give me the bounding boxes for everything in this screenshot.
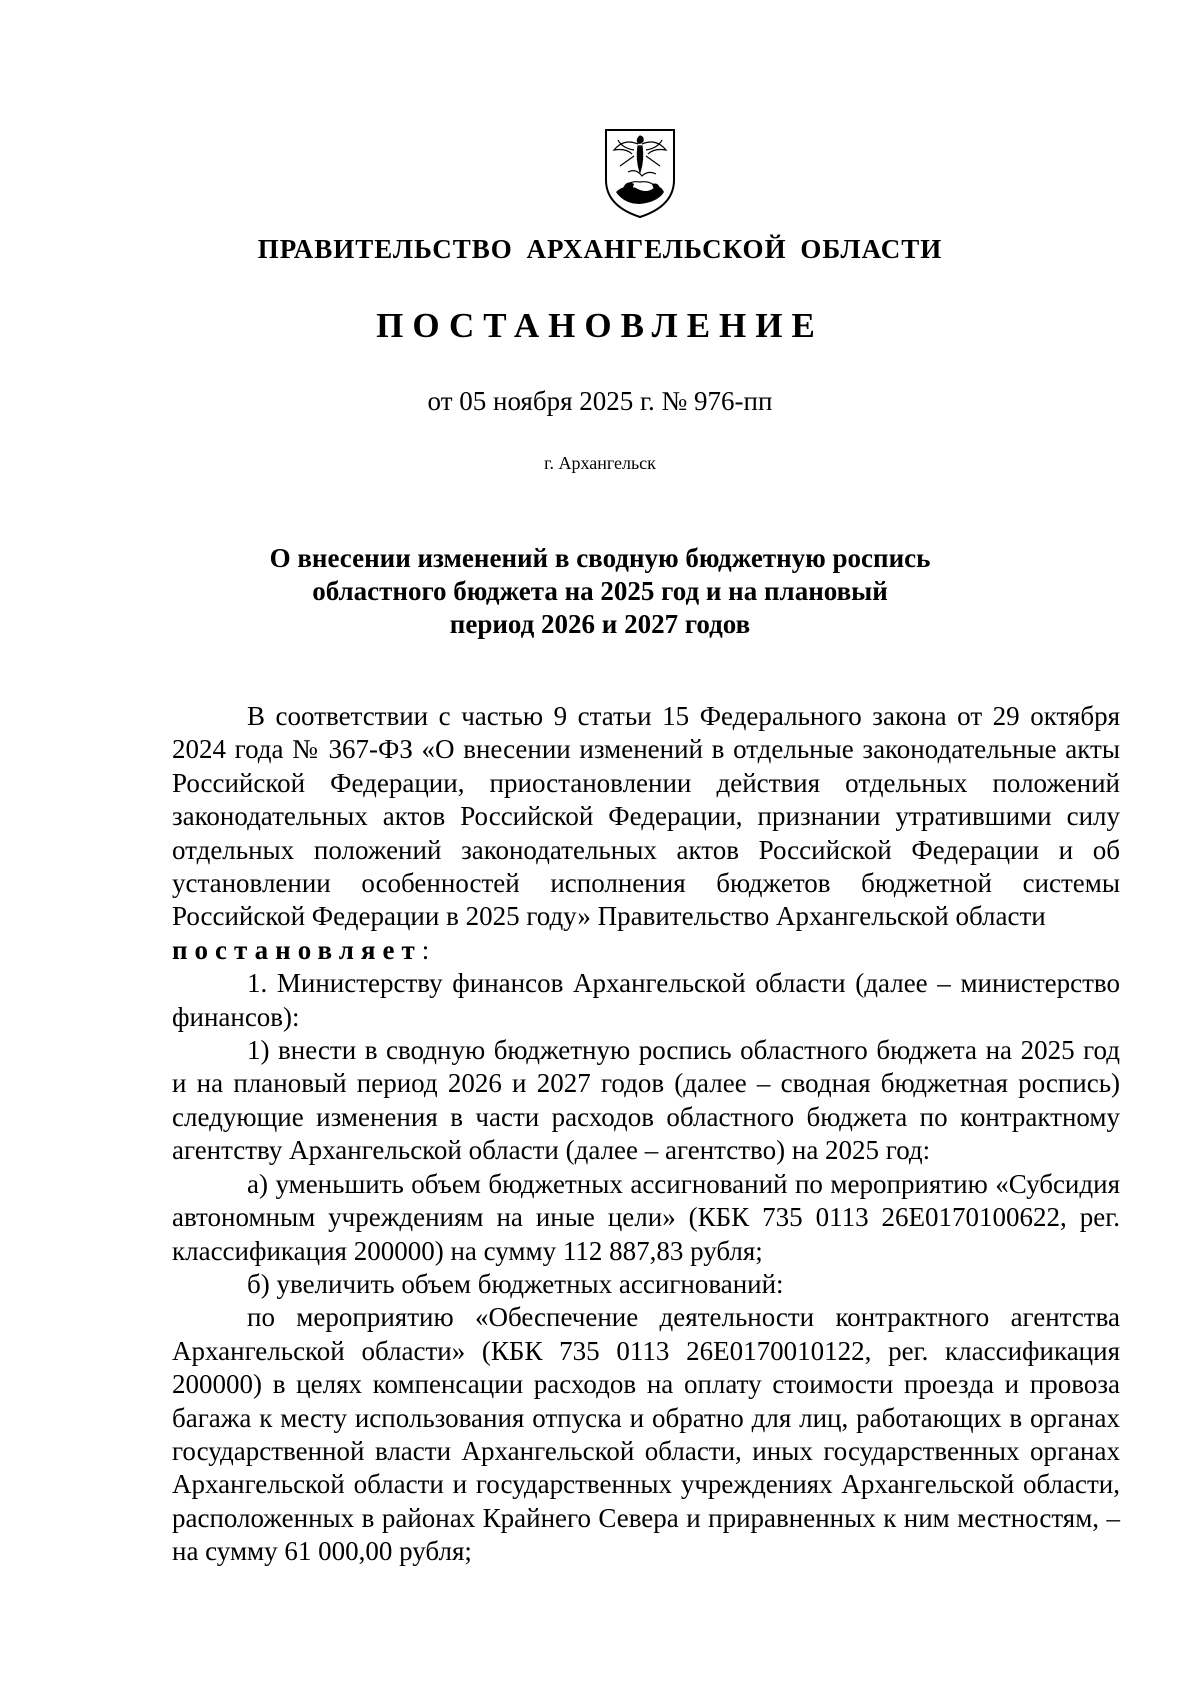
document-body bbox=[172, 700, 1120, 1569]
item-paragraph: 1) внести в сводную бюджетную роспись областного бюджета на 2025 год и на плановый период 2026 и 2027 годов (далее – сводная бюджетная роспись) следующие изменения в части расходов областного бюджета по контрактному агентству Архангельской области (далее – агентство) на 2025 год: bbox=[172, 1035, 1120, 1166]
document-title bbox=[0, 542, 1200, 641]
coat-of-arms-icon bbox=[598, 120, 682, 220]
government-name: ПРАВИТЕЛЬСТВО АРХАНГЕЛЬСКОЙ ОБЛАСТИ bbox=[257, 234, 943, 264]
decree-paragraph bbox=[172, 934, 1120, 967]
decree-colon: : bbox=[421, 934, 430, 965]
item-paragraph: 1. Министерству финансов Архангельской области (далее – министерство финансов): bbox=[172, 968, 1120, 1032]
item-paragraph: а) уменьшить объем бюджетных ассигнований по мероприятию «Субсидия автономным учреждениям на иные цели» (КБК 735 0113 26Е0170100622, рег. классификация 200000) на сумму 112 887,83 рубля; bbox=[172, 1168, 1120, 1266]
decree-word: постановляет bbox=[172, 934, 422, 965]
title-line: областного бюджета на 2025 год и на плановый bbox=[312, 576, 888, 606]
preamble-paragraph: В соответствии с частью 9 статьи 15 Федерального закона от 29 октября 2024 года № 367-ФЗ «О внесении изменений в отдельные законодательные акты Российской Федерации, приостановлении действия отдельных положений законодательных актов Российской Федерации, признании утратившими силу отдельных положений законодательных актов Российской Федерации и об установлении особенностей исполнения бюджетов бюджетной системы Российской Федерации в 2025 году» Правительство Архангельской области bbox=[172, 701, 1120, 932]
document-type: ПОСТАНОВЛЕНИЕ bbox=[376, 306, 824, 345]
title-line: О внесении изменений в сводную бюджетную роспись bbox=[269, 543, 931, 573]
date-and-number: от 05 ноября 2025 г. № 976-пп bbox=[427, 386, 773, 416]
item-paragraph: б) увеличить объем бюджетных ассигнований: bbox=[247, 1268, 784, 1299]
item-paragraph: по мероприятию «Обеспечение деятельности контрактного агентства Архангельской области» (КБК 735 0113 26Е0170010122, рег. классификация 200000) в целях компенсации расходов на оплату стоимости проезда и провоза багажа к месту использования отпуска и обратно для лиц, работающих в органах государственной власти Архангельской области, иных государственных органах Архангельской области и государственных учреждениях Архангельской области, расположенных в районах Крайнего Севера и приравненных к ним местностям, – на сумму 61 000,00 рубля; bbox=[172, 1302, 1120, 1567]
city: г. Архангельск bbox=[544, 453, 656, 473]
title-line: период 2026 и 2027 годов bbox=[449, 609, 751, 639]
